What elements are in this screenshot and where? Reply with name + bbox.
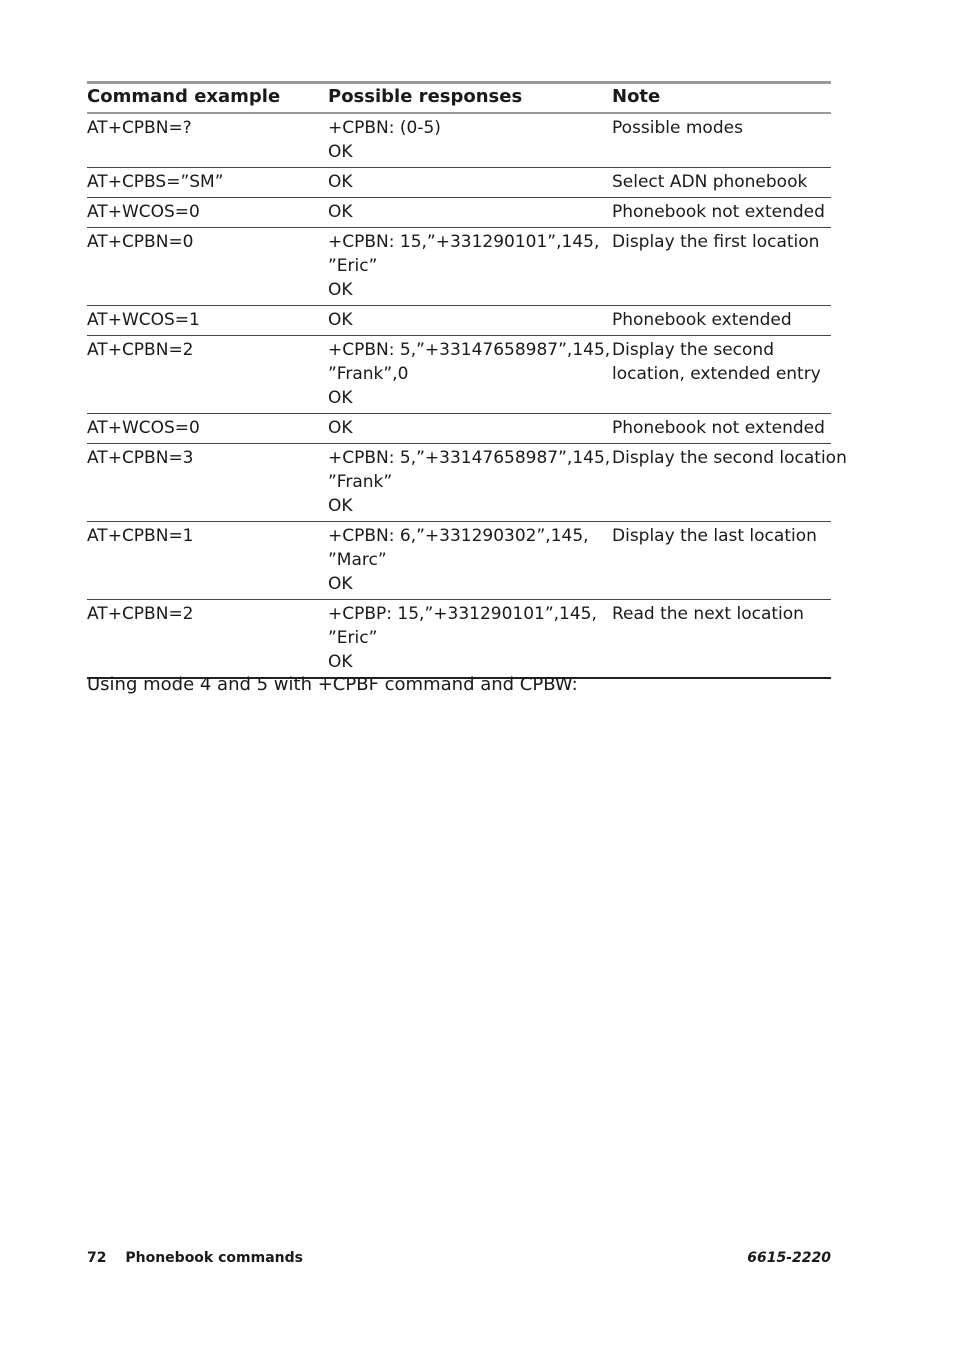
note-line: location, extended entry	[612, 364, 821, 384]
note-cell	[612, 444, 847, 521]
response-line: OK	[328, 280, 353, 300]
command-text: AT+WCOS=1	[87, 310, 200, 330]
note-cell	[612, 168, 831, 197]
following-paragraph: Using mode 4 and 5 with +CPBF command and CPBW:	[87, 674, 578, 695]
response-line: ”Frank”	[328, 472, 393, 492]
page-footer	[87, 1250, 831, 1270]
response-line: ”Frank”,0	[328, 364, 409, 384]
response-cell	[328, 168, 612, 197]
header-note: Note	[612, 86, 661, 107]
note-cell	[612, 600, 831, 677]
response-cell	[328, 336, 612, 413]
response-cell	[328, 114, 612, 167]
document-id: 6615-2220	[747, 1250, 831, 1266]
command-text: AT+WCOS=0	[87, 418, 200, 438]
command-text: AT+CPBN=?	[87, 118, 192, 138]
command-cell	[87, 114, 328, 167]
table-row	[87, 306, 831, 336]
note-cell	[612, 114, 831, 167]
response-line: OK	[328, 202, 353, 222]
command-cell	[87, 444, 328, 521]
table-row	[87, 600, 831, 679]
response-line: OK	[328, 310, 353, 330]
table-row	[87, 168, 831, 198]
note-line: Display the second	[612, 340, 774, 360]
note-line: Possible modes	[612, 118, 743, 138]
note-line: Display the second location	[612, 448, 847, 468]
table-header	[87, 84, 831, 114]
table-row	[87, 114, 831, 168]
command-cell	[87, 198, 328, 227]
note-line: Read the next location	[612, 604, 804, 624]
command-cell	[87, 600, 328, 677]
response-cell	[328, 522, 612, 599]
response-line: OK	[328, 418, 353, 438]
response-line: OK	[328, 388, 353, 408]
note-cell	[612, 306, 831, 335]
response-cell	[328, 600, 612, 677]
response-line: +CPBN: 5,”+33147658987”,145,	[328, 340, 611, 360]
command-cell	[87, 228, 328, 305]
table-row	[87, 414, 831, 444]
note-cell	[612, 198, 831, 227]
note-cell	[612, 522, 831, 599]
response-line: OK	[328, 172, 353, 192]
table-row	[87, 444, 847, 522]
command-text: AT+WCOS=0	[87, 202, 200, 222]
note-cell	[612, 336, 831, 413]
table-row	[87, 336, 831, 414]
note-line: Display the first location	[612, 232, 820, 252]
response-line: +CPBN: (0-5)	[328, 118, 441, 138]
command-table	[87, 81, 847, 679]
response-cell	[328, 444, 612, 521]
note-line: Phonebook not extended	[612, 418, 825, 438]
command-text: AT+CPBN=0	[87, 232, 194, 252]
page-number: 72	[87, 1250, 107, 1266]
note-line: Display the last location	[612, 526, 817, 546]
response-line: +CPBN: 15,”+331290101”,145,	[328, 232, 600, 252]
command-text: AT+CPBS=”SM”	[87, 172, 224, 192]
command-text: AT+CPBN=3	[87, 448, 194, 468]
response-line: ”Eric”	[328, 256, 378, 276]
response-cell	[328, 306, 612, 335]
command-cell	[87, 306, 328, 335]
response-cell	[328, 414, 612, 443]
response-line: OK	[328, 574, 353, 594]
response-cell	[328, 228, 612, 305]
command-text: AT+CPBN=2	[87, 340, 194, 360]
section-title: Phonebook commands	[125, 1250, 303, 1266]
header-responses: Possible responses	[328, 86, 523, 107]
response-line: +CPBN: 5,”+33147658987”,145,	[328, 448, 611, 468]
table-row	[87, 522, 831, 600]
header-command: Command example	[87, 86, 281, 107]
command-cell	[87, 522, 328, 599]
command-text: AT+CPBN=1	[87, 526, 194, 546]
table-row	[87, 198, 831, 228]
response-line: ”Marc”	[328, 550, 387, 570]
response-line: OK	[328, 496, 353, 516]
response-cell	[328, 198, 612, 227]
response-line: OK	[328, 652, 353, 672]
response-line: OK	[328, 142, 353, 162]
response-line: +CPBN: 6,”+331290302”,145,	[328, 526, 589, 546]
note-line: Phonebook not extended	[612, 202, 825, 222]
response-line: +CPBP: 15,”+331290101”,145,	[328, 604, 597, 624]
command-cell	[87, 336, 328, 413]
note-line: Select ADN phonebook	[612, 172, 808, 192]
note-cell	[612, 228, 831, 305]
note-line: Phonebook extended	[612, 310, 792, 330]
response-line: ”Eric”	[328, 628, 378, 648]
note-cell	[612, 414, 831, 443]
table-row	[87, 228, 831, 306]
command-cell	[87, 168, 328, 197]
command-cell	[87, 414, 328, 443]
command-text: AT+CPBN=2	[87, 604, 194, 624]
